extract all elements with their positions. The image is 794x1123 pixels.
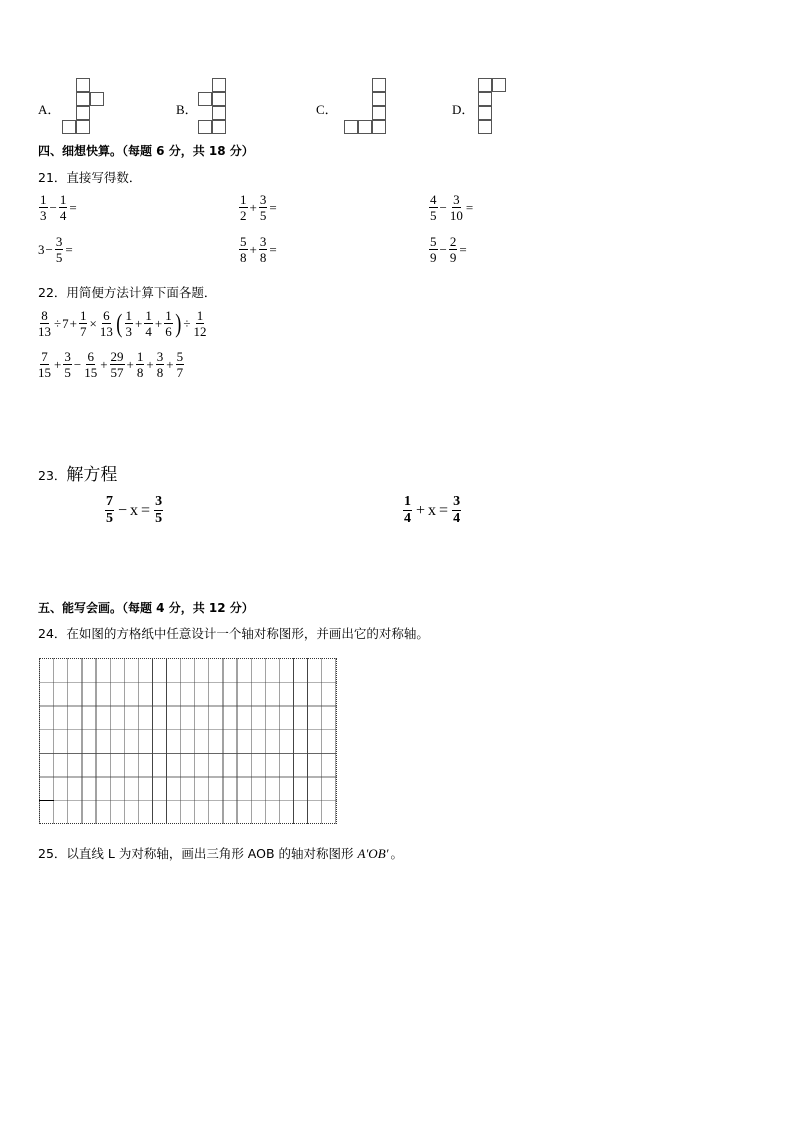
net-cell xyxy=(198,120,212,134)
q21-item-3: $\frac{4}{5}$ − $\frac{3}{10}$ = xyxy=(430,192,474,223)
question-23-title: 23． 解方程 xyxy=(38,465,118,485)
grid-paper[interactable] xyxy=(39,658,337,824)
section-4-heading: 四、细想快算。（每题 6 分，共 18 分） xyxy=(38,144,254,158)
q23-equation-1: $\frac{7}{5}$ − x = $\frac{3}{5}$ xyxy=(106,494,163,526)
grid-mark-line xyxy=(39,800,54,801)
section-5-heading: 五、能写会画。（每题 4 分，共 12 分） xyxy=(38,601,254,615)
option-c-label: C． xyxy=(316,102,338,117)
question-21-title: 21．直接写得数． xyxy=(38,170,142,185)
net-cell xyxy=(372,120,386,134)
net-cell xyxy=(212,78,226,92)
net-cell xyxy=(478,106,492,120)
net-cell xyxy=(198,92,212,106)
question-22-title: 22．用简便方法计算下面各题． xyxy=(38,285,217,300)
option-a-label: A． xyxy=(38,102,61,117)
net-cell xyxy=(358,120,372,134)
q21-item-1: $\frac{1}{3}$ − $\frac{1}{4}$ = xyxy=(40,192,77,223)
option-d-label: D． xyxy=(452,102,475,117)
net-cell xyxy=(492,78,506,92)
net-cell xyxy=(344,120,358,134)
q25-math-label: A′OB′ xyxy=(357,846,389,861)
option-b-label: B． xyxy=(176,102,198,117)
net-cell xyxy=(62,120,76,134)
net-cell xyxy=(372,106,386,120)
q22-expression-2: $\frac{7}{15}$ + $\frac{3}{5}$ − $\frac{6}{15}$ + $\frac{29}{57}$ + $\frac{1}{8}$ + $\frac{3}{8}$ + $\frac{5}{7}$ xyxy=(38,349,184,380)
net-cell xyxy=(76,92,90,106)
net-cell xyxy=(372,92,386,106)
q21-item-6: $\frac{5}{9}$ − $\frac{2}{9}$ = xyxy=(430,234,467,265)
net-cell xyxy=(478,92,492,106)
net-cell xyxy=(372,78,386,92)
net-cell xyxy=(76,106,90,120)
net-cell xyxy=(212,106,226,120)
net-cell xyxy=(478,120,492,134)
q21-item-2: $\frac{1}{2}$ + $\frac{3}{5}$ = xyxy=(240,192,277,223)
net-cell xyxy=(76,78,90,92)
q23-equation-2: $\frac{1}{4}$ + x = $\frac{3}{4}$ xyxy=(404,494,461,526)
question-25-title: 25．以直线 L 为对称轴，画出三角形 AOB 的轴对称图形 A′OB′ 。 xyxy=(38,846,403,861)
question-24-title: 24．在如图的方格纸中任意设计一个轴对称图形，并画出它的对称轴。 xyxy=(38,626,429,641)
q21-item-4: 3 − $\frac{3}{5}$ = xyxy=(38,234,73,265)
net-cell xyxy=(212,120,226,134)
net-cell xyxy=(212,92,226,106)
net-cell xyxy=(90,92,104,106)
net-cell xyxy=(478,78,492,92)
q21-item-5: $\frac{5}{8}$ + $\frac{3}{8}$ = xyxy=(240,234,277,265)
net-cell xyxy=(76,120,90,134)
q22-expression-1: $\frac{8}{13}$ ÷ 7 + $\frac{1}{7}$ × $\frac{6}{13}$ ( $\frac{1}{3}$ + $\frac{1}{4}$ + $\frac{1}{6}$ ) ÷ $\frac{1}{12}$ xyxy=(38,308,207,339)
